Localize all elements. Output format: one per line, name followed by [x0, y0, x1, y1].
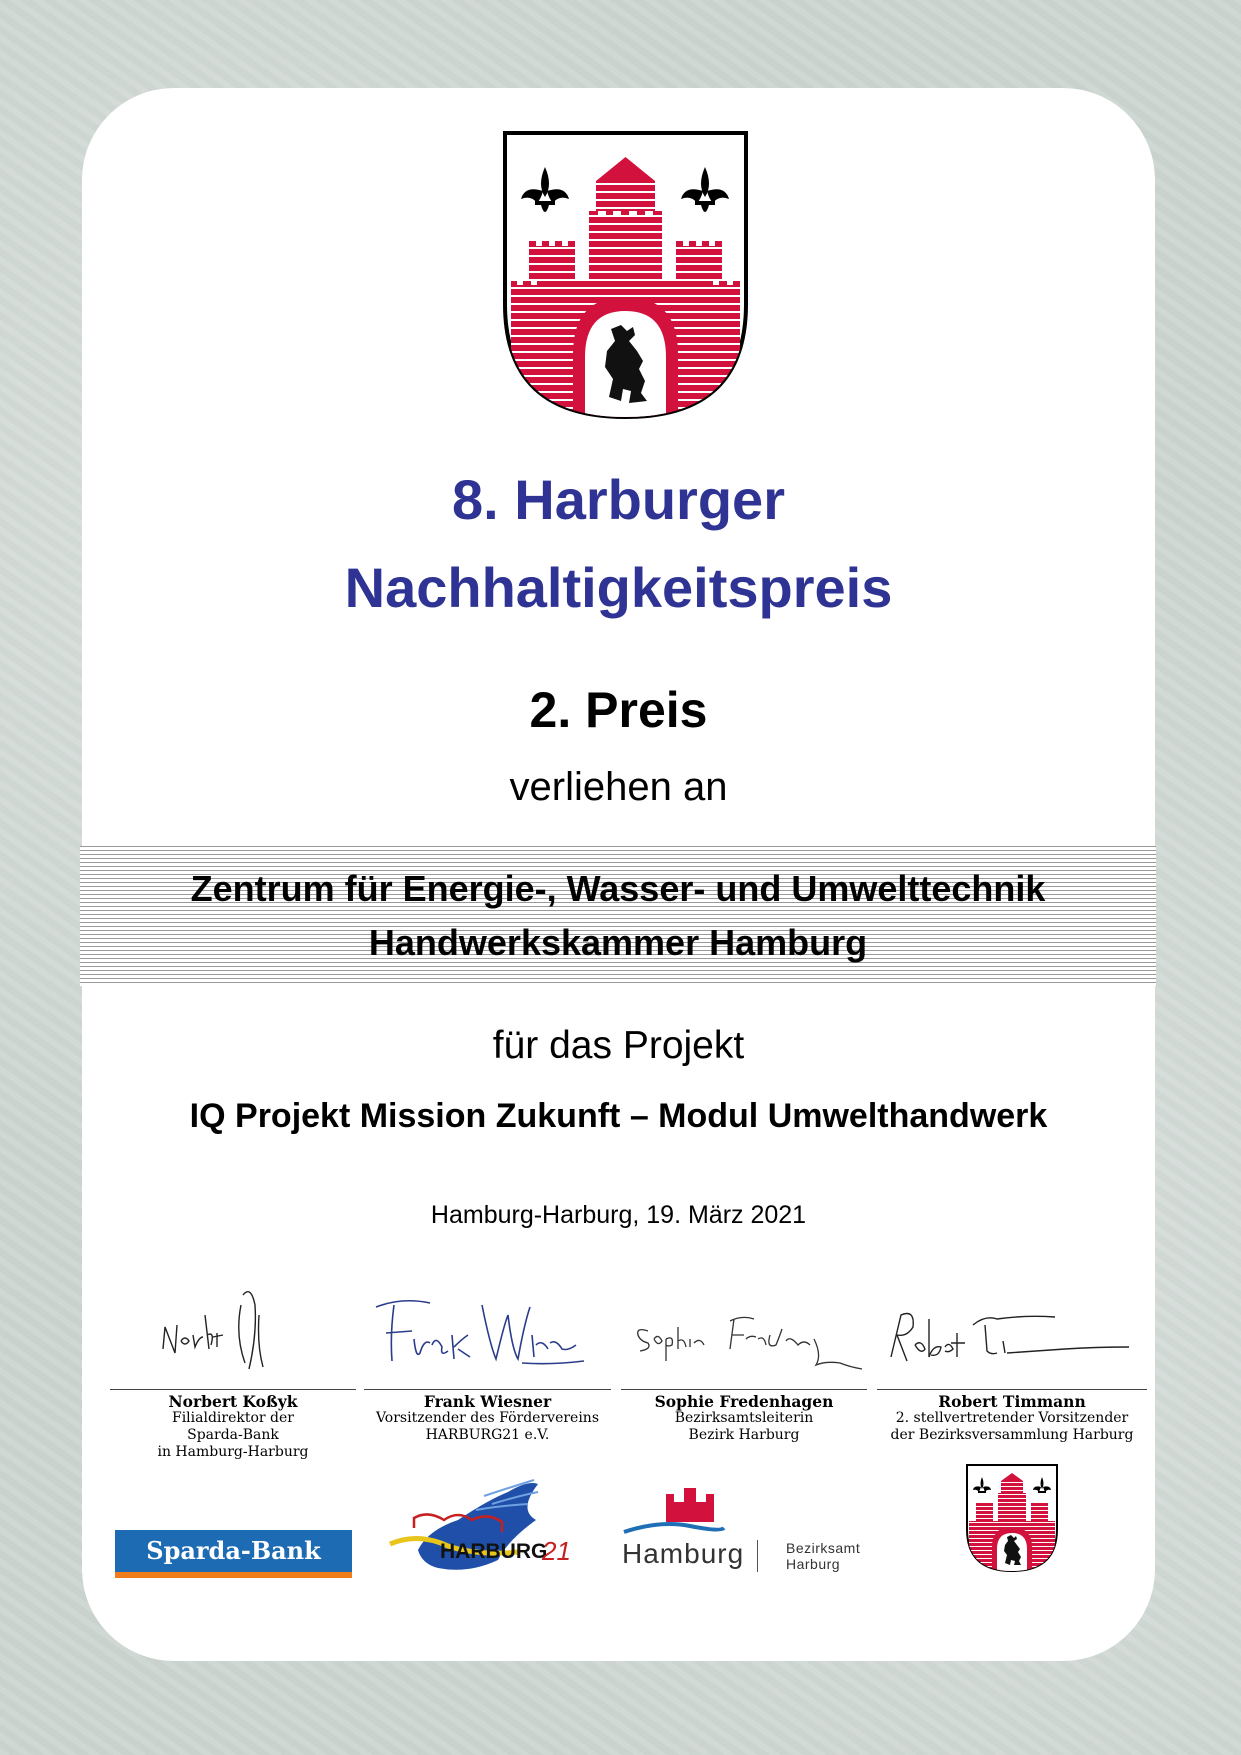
signatory-2-name: Frank Wiesner: [423, 1392, 552, 1411]
signatory-4-name: Robert Timmann: [938, 1392, 1086, 1411]
harburg21-text: HARBURG: [440, 1540, 548, 1563]
bezirksamt-line1: Bezirksamt: [786, 1540, 861, 1556]
signature-robert-timmann-icon: [885, 1305, 1135, 1375]
signatory-1-name: Norbert Koßyk: [168, 1392, 298, 1411]
signatory-3: [621, 1393, 867, 1444]
signatory-2-role-2: HARBURG21 e.V.: [425, 1427, 550, 1443]
signature-line-2: [364, 1389, 611, 1390]
signatory-1-role-3: in Hamburg-Harburg: [157, 1444, 309, 1460]
award-title-line2: Nachhaltigkeitspreis: [344, 556, 893, 619]
bezirksamt-line2: Harburg: [786, 1556, 841, 1572]
for-project-label: für das Projekt: [492, 1024, 745, 1067]
signatory-3-name: Sophie Fredenhagen: [654, 1392, 834, 1411]
signatory-2-role-1: Vorsitzender des Fördervereins: [375, 1410, 600, 1426]
signature-line-3: [621, 1389, 867, 1390]
award-title-line1: 8. Harburger: [452, 468, 785, 531]
award-title: [82, 456, 1155, 632]
harburg-coat-of-arms-small-icon: [965, 1463, 1059, 1573]
signatory-1-role-1: Filialdirektor der: [171, 1410, 294, 1426]
signatory-2: [364, 1393, 611, 1444]
signature-frank-wiesner-icon: [372, 1295, 592, 1375]
signatory-3-role-2: Bezirk Harburg: [688, 1427, 800, 1443]
hamburg-logo-divider: [757, 1540, 758, 1572]
recipient-name: [80, 862, 1156, 970]
signature-line-4: [877, 1389, 1147, 1390]
signatory-4-role-1: 2. stellvertretender Vorsitzender: [895, 1410, 1129, 1426]
harburg21-logo: [388, 1470, 588, 1580]
sparda-bank-logo: Sparda-Bank: [115, 1530, 352, 1578]
signature-sophie-fredenhagen-icon: [630, 1305, 870, 1375]
signatory-4: [877, 1393, 1147, 1444]
signatory-4-role-2: der Bezirksversammlung Harburg: [890, 1427, 1134, 1443]
hamburg-wordmark: Hamburg: [622, 1538, 745, 1569]
place-date: Hamburg-Harburg, 19. März 2021: [430, 1201, 807, 1229]
recipient-line1: Zentrum für Energie-, Wasser- und Umwelttechnik: [190, 868, 1046, 909]
project-name: IQ Projekt Mission Zukunft – Modul Umwelthandwerk: [189, 1097, 1048, 1135]
signatory-1: [110, 1393, 356, 1461]
signature-norbert-kossyk-icon: [155, 1275, 295, 1385]
harburg21-number: 21: [542, 1536, 571, 1566]
signatory-1-role-2: Sparda-Bank: [187, 1427, 279, 1443]
awarded-to-label: verliehen an: [509, 765, 728, 809]
bezirksamt-label: [786, 1540, 860, 1572]
signatory-3-role-1: Bezirksamtsleiterin: [674, 1410, 814, 1426]
harburg-coat-of-arms-icon: [501, 129, 750, 421]
signature-line-1: [110, 1389, 356, 1390]
recipient-line2: Handwerkskammer Hamburg: [368, 922, 868, 963]
prize-rank: 2. Preis: [529, 682, 708, 738]
